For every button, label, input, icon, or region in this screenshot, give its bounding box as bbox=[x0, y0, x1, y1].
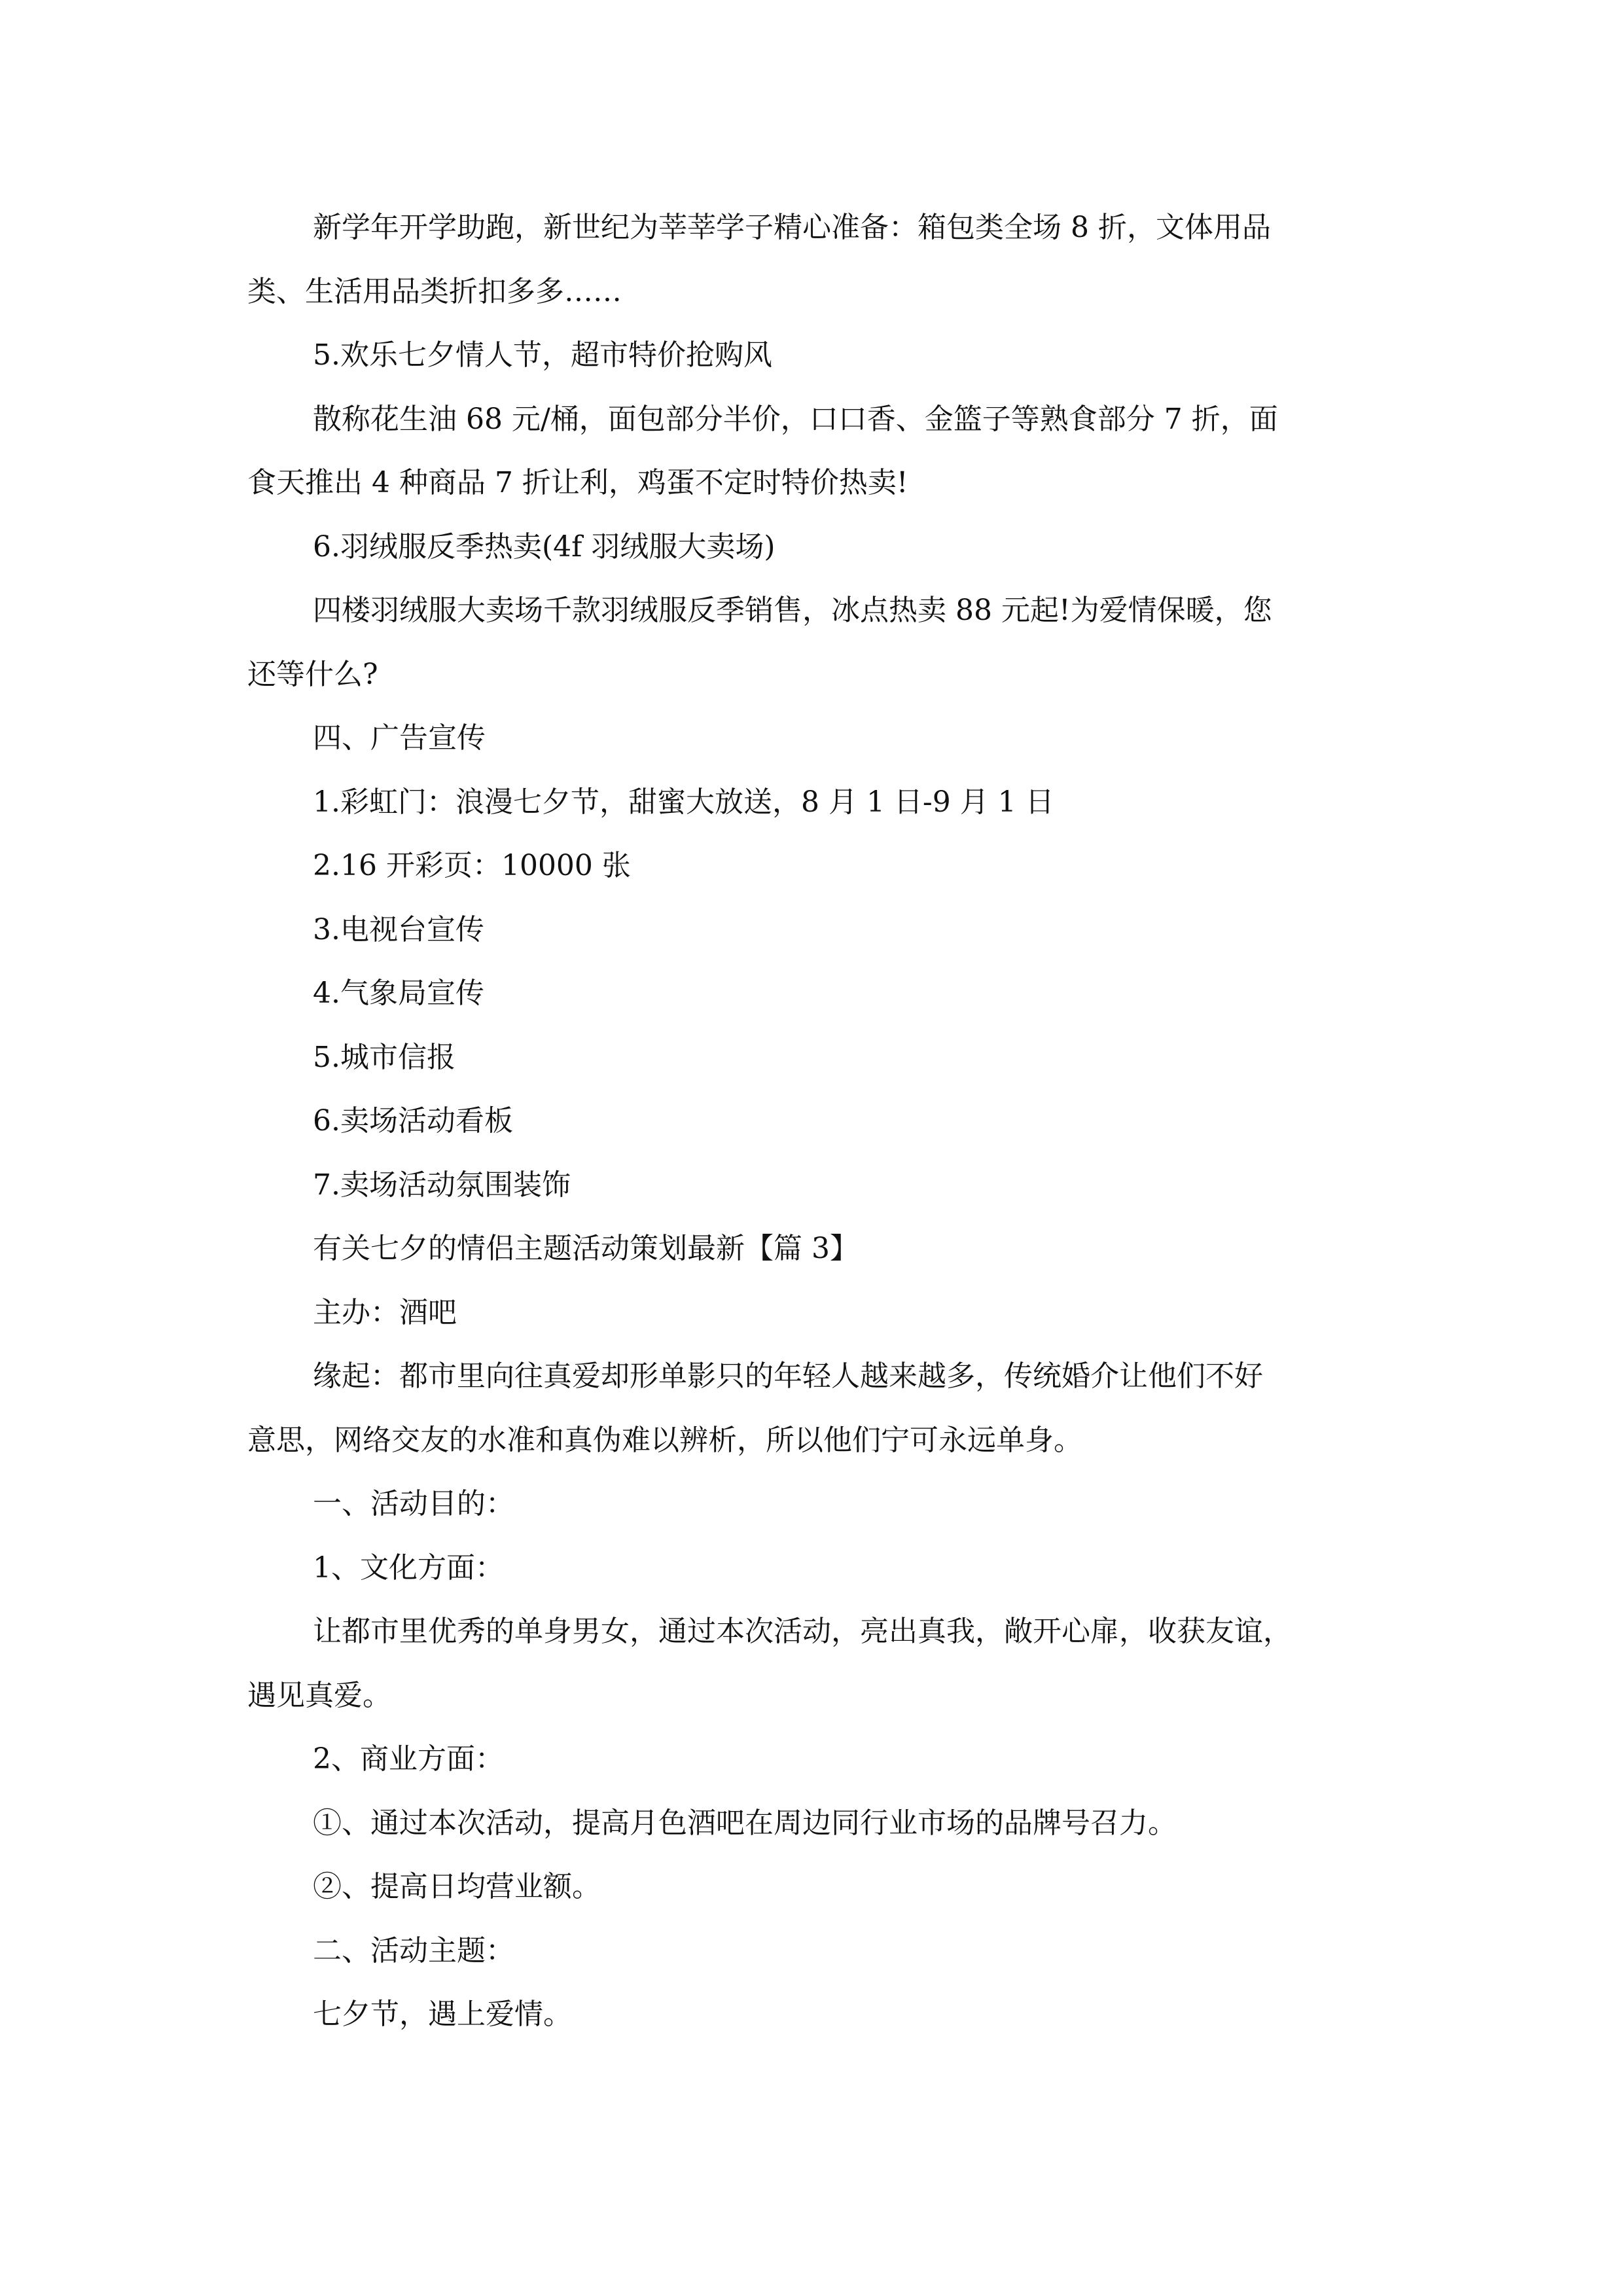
list-item: 7.卖场活动氛围装饰 bbox=[313, 1168, 571, 1202]
paragraph-line: 新学年开学助跑，新世纪为莘莘学子精心准备：箱包类全场 8 折，文体用品 bbox=[313, 211, 1271, 244]
list-item: 1.彩虹门：浪漫七夕节，甜蜜大放送，8 月 1 日-9 月 1 日 bbox=[313, 785, 1054, 819]
paragraph-line: 七夕节，遇上爱情。 bbox=[313, 1998, 572, 2031]
paragraph-line: 让都市里优秀的单身男女，通过本次活动，亮出真我，敞开心扉，收获友谊， bbox=[313, 1615, 1292, 1648]
list-item: ②、提高日均营业额。 bbox=[313, 1870, 601, 1903]
section-heading: 一、活动目的： bbox=[313, 1487, 514, 1520]
paragraph-line: 散称花生油 68 元/桶，面包部分半价，口口香、金篮子等熟食部分 7 折，面 bbox=[313, 403, 1278, 436]
list-item: 6.卖场活动看板 bbox=[313, 1104, 513, 1138]
section-heading: 二、活动主题： bbox=[313, 1934, 514, 1967]
paragraph-line: 食天推出 4 种商品 7 折让利，鸡蛋不定时特价热卖! bbox=[247, 466, 908, 499]
section-heading: 四、广告宣传 bbox=[313, 721, 486, 755]
subsection-heading: 2、商业方面： bbox=[313, 1742, 504, 1776]
paragraph-line: 四楼羽绒服大卖场千款羽绒服反季销售，冰点热卖 88 元起!为爱情保暖，您 bbox=[313, 594, 1272, 627]
section-heading: 6.羽绒服反季热卖(4f 羽绒服大卖场) bbox=[313, 530, 776, 564]
paragraph-line: 意思，网络交友的水准和真伪难以辨析，所以他们宁可永远单身。 bbox=[247, 1424, 1082, 1457]
list-item: 5.城市信报 bbox=[313, 1041, 455, 1074]
paragraph-line: 主办：酒吧 bbox=[313, 1296, 457, 1329]
paragraph-line: 遇见真爱。 bbox=[247, 1679, 391, 1712]
subsection-heading: 1、文化方面： bbox=[313, 1551, 504, 1585]
list-item: 2.16 开彩页：10000 张 bbox=[313, 849, 631, 882]
paragraph-line: 类、生活用品类折扣多多…… bbox=[247, 275, 622, 308]
section-heading: 5.欢乐七夕情人节，超市特价抢购风 bbox=[313, 338, 772, 372]
list-item: 3.电视台宣传 bbox=[313, 913, 484, 946]
paragraph-line: 还等什么? bbox=[247, 658, 378, 691]
list-item: 4.气象局宣传 bbox=[313, 977, 484, 1010]
paragraph-line: 缘起：都市里向往真爱却形单影只的年轻人越来越多，传统婚介让他们不好 bbox=[313, 1359, 1263, 1393]
article-title: 有关七夕的情侣主题活动策划最新【篇 3】 bbox=[313, 1232, 859, 1265]
list-item: ①、通过本次活动，提高月色酒吧在周边同行业市场的品牌号召力。 bbox=[313, 1806, 1177, 1840]
